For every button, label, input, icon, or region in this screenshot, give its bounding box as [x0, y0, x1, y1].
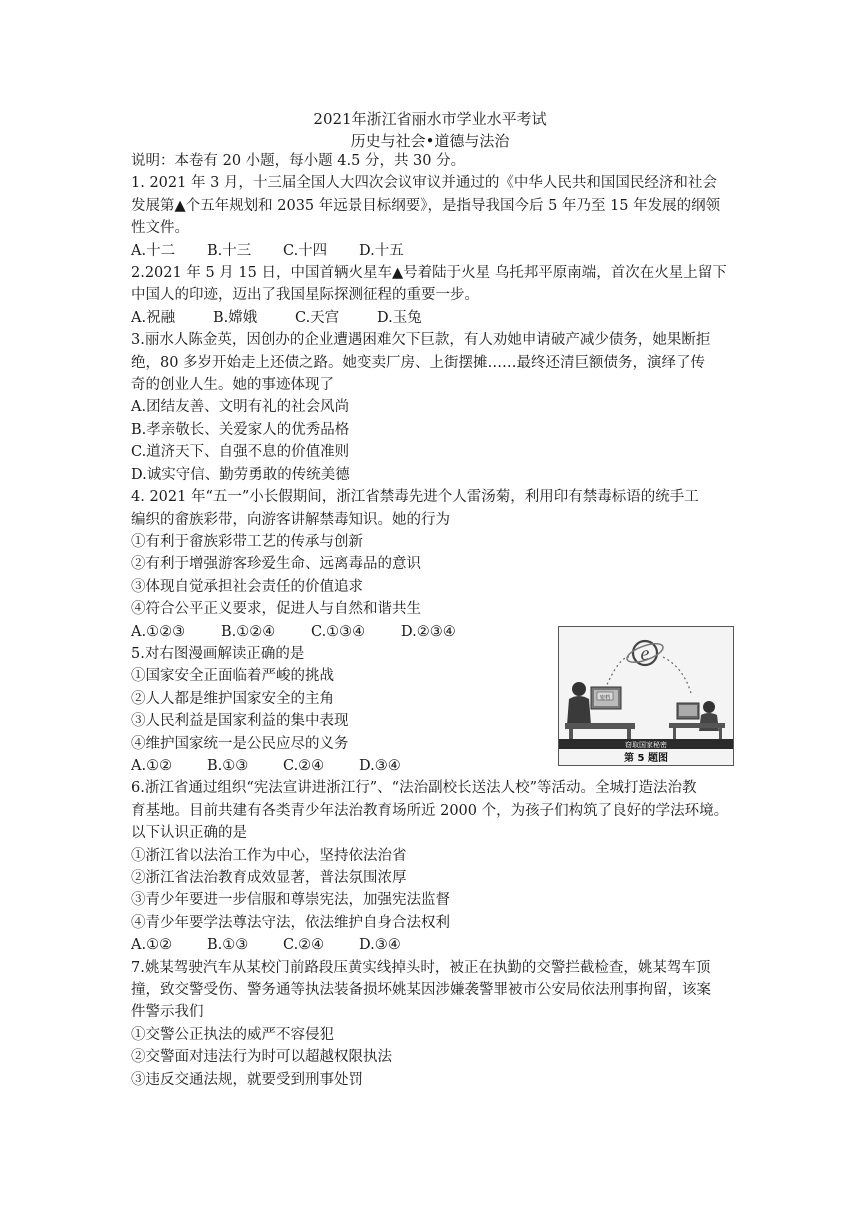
question-2-line: 中国人的印迹，迈出了我国星际探测征程的重要一步。: [131, 287, 479, 304]
question-6-statement: ①浙江省以法治工作为中心，坚持依法治省: [131, 847, 407, 864]
question-7-line: 7.姚某驾驶汽车从某校门前路段压黄实线掉头时，被正在执勤的交警拦截检查，姚某驾车顶: [131, 959, 711, 976]
internet-explorer-icon: [625, 640, 665, 666]
question-4-statement: ①有利于畲族彩带工艺的传承与创新: [131, 533, 363, 550]
question-3-line: 3.丽水人陈金英，因创办的企业遭遇困难欠下巨款，有人劝她申请破产减少债务，她果断拒: [131, 332, 711, 349]
question-7-line: 撞，致交警受伤、警务通等执法装备损坏姚某因涉嫌袭警罪被市公安局依法刑事拘留，该案: [131, 982, 711, 999]
question-1-line: 性文件。: [131, 220, 189, 237]
cartoon-illustration: [559, 627, 733, 765]
question-7-statement: ③违反交通法规，就要受到刑事处罚: [131, 1071, 363, 1088]
option-c: C.道济天下、自强不息的价值准则: [131, 444, 350, 461]
question-4-statement: ②有利于增强游客珍爱生命、远离毒品的意识: [131, 556, 421, 573]
option-c: C.十四: [283, 242, 328, 259]
question-5-line: 5.对右图漫画解读正确的是: [131, 645, 305, 662]
person-at-computer-right: [669, 701, 725, 740]
option-b: B.孝亲敬长、关爱家人的优秀品格: [131, 421, 350, 438]
option-a: A.①②: [131, 937, 173, 954]
option-a: A.①②③: [131, 623, 186, 640]
question-7-line: 件警示我们: [131, 1004, 204, 1021]
option-d: D.诚实守信、勤劳勇敢的传统美德: [131, 466, 350, 483]
option-c: C.②④: [283, 937, 325, 954]
question-3-line: 奇的创业人生。她的事迹体现了: [131, 377, 334, 394]
question-1-options: [131, 240, 731, 262]
option-c: C.天宫: [295, 309, 340, 326]
exam-content: [131, 150, 731, 1091]
instructions: 说明：本卷有 20 小题，每小题 4.5 分，共 30 分。: [131, 153, 466, 169]
svg-text:e: e: [640, 643, 650, 665]
question-5-statement: ④维护国家统一是公民应尽的义务: [131, 735, 349, 752]
option-b: B.①②④: [221, 623, 276, 640]
option-b: B.①③: [207, 757, 249, 774]
question-4-statement: ③体现自觉承担社会责任的价值追求: [131, 578, 363, 595]
option-d: D.③④: [359, 757, 401, 774]
exam-subtitle: 历史与社会•道德与法治: [350, 132, 510, 150]
question-5-statement: ③人民利益是国家利益的集中表现: [131, 713, 349, 730]
question-7-statement: ②交警面对违法行为时可以超越权限执法: [131, 1049, 392, 1066]
question-6-line: 6.浙江省通过组织“宪法宣讲进浙江行”、“法治副校长送法人校”等活动。全城打造法治教: [131, 780, 697, 797]
option-d: D.③④: [359, 937, 401, 954]
question-2-options: [131, 307, 731, 329]
figure-caption: 第 5 题图: [624, 753, 668, 764]
question-6-line: 育基地。目前共建有各类青少年法治教育场所近 2000 个，为孩子们构筑了良好的学法环境。: [131, 802, 729, 819]
option-d: D.十五: [359, 242, 404, 259]
question-6-statement: ③青少年要进一步信服和尊崇宪法，加强宪法监督: [131, 892, 450, 909]
question-6-statement: ②浙江省法治教育成效显著，普法氛围浓厚: [131, 870, 407, 886]
option-c: C.①③④: [311, 623, 366, 640]
question-1-line: 发展第▲个五年规划和 2035 年远景目标纲要》，是指导我国今后 5 年乃至 15 年发展的纲领: [131, 197, 721, 214]
question-4-statement: ④符合公平正义要求，促进人与自然和谐共生: [131, 601, 421, 618]
question-1-line: 1. 2021 年 3 月，十三届全国人大四次会议审议并通过的《中华人民共和国国民经济和社会: [131, 175, 717, 192]
question-2-line: 2.2021 年 5 月 15 日，中国首辆火星车▲号着陆于火星 乌托邦平原南端，首次在火星上留下: [131, 265, 727, 282]
option-b: B.十三: [207, 242, 252, 259]
option-b: B.嫦娥: [213, 309, 258, 326]
question-6-statement: ④青少年要学法尊法守法，依法维护自身合法权利: [131, 914, 450, 931]
question-7-statement: ①交警公正执法的威严不容侵犯: [131, 1026, 334, 1043]
question-5-statement: ②人人都是维护国家安全的主角: [131, 690, 334, 707]
question-6-options: [131, 934, 731, 956]
confidential-file-label: 密档: [599, 695, 611, 701]
question-6-line: 以下认识正确的是: [131, 825, 247, 842]
question-4-line: 4. 2021 年“五一”小长假期间，浙江省禁毒先进个人雷汤菊，利用印有禁毒标语的统手工: [131, 489, 699, 506]
option-a: A.团结友善、文明有礼的社会风尚: [131, 399, 350, 416]
question-4-line: 编织的畲族彩带，向游客讲解禁毒知识。她的行为: [131, 511, 450, 528]
question-3-line: 绝，80 多岁开始走上还债之路。她变卖厂房、上街摆摊……最终还清巨额债务，演绎了传: [131, 354, 706, 371]
option-a: A.祝融: [131, 309, 176, 326]
option-d: D.玉兔: [377, 309, 422, 326]
option-b: B.①③: [207, 937, 249, 954]
cartoon-banner-text: 窃取国家秘密: [625, 741, 667, 749]
data-flow-arc: [663, 657, 691, 693]
person-at-computer-left: [565, 682, 635, 743]
option-d: D.②③④: [401, 623, 456, 640]
option-c: C.②④: [283, 757, 325, 774]
question-5-statement: ①国家安全正面临着严峻的挑战: [131, 668, 334, 685]
option-a: A.十二: [131, 242, 176, 259]
data-flow-arc: [605, 657, 629, 689]
question-5-cartoon: [558, 626, 734, 766]
option-a: A.①②: [131, 757, 173, 774]
exam-title: 2021年浙江省丽水市学业水平考试: [313, 110, 547, 128]
